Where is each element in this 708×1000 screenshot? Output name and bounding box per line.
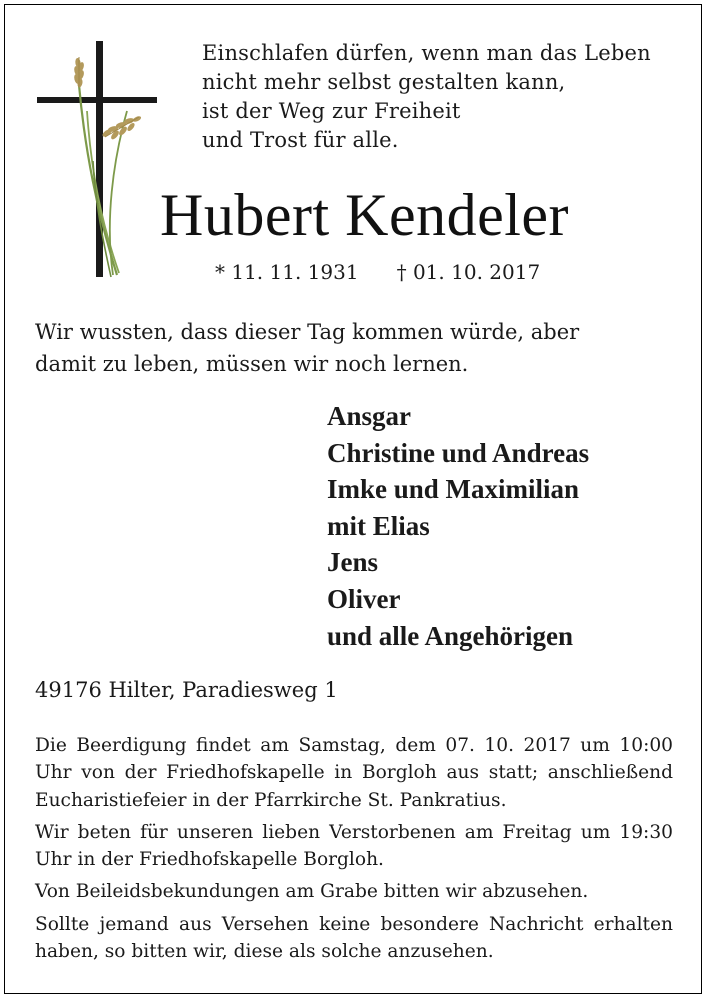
cross-with-wheat-icon bbox=[35, 41, 159, 281]
mourner: Christine und Andreas bbox=[327, 437, 590, 468]
death-date: † 01. 10. 2017 bbox=[396, 260, 541, 284]
mourner: Imke und Maximilian bbox=[327, 474, 580, 505]
motto-line: Wir wussten, dass dieser Tag kommen würde, aber bbox=[35, 320, 580, 344]
poem bbox=[202, 39, 651, 155]
prayer-details: Wir beten für unseren lieben Verstorbenen am Freitag um 19:30 Uhr in der Friedhofskapelle Borgloh. bbox=[35, 821, 673, 871]
motto-line: damit zu leben, müssen wir noch lernen. bbox=[35, 352, 469, 376]
poem-line: nicht mehr selbst gestalten kann, bbox=[202, 70, 566, 94]
life-dates bbox=[215, 259, 540, 285]
family-address: 49176 Hilter, Paradiesweg 1 bbox=[35, 678, 338, 702]
poem-line: Einschlafen dürfen, wenn man das Leben bbox=[202, 41, 651, 65]
poem-line: ist der Weg zur Freiheit bbox=[202, 99, 461, 123]
birth-date: * 11. 11. 1931 bbox=[215, 260, 359, 284]
mourner: und alle Angehörigen bbox=[327, 620, 574, 651]
deceased-name: Hubert Kendeler bbox=[160, 182, 569, 248]
motto bbox=[35, 316, 579, 380]
mourners-list bbox=[327, 398, 589, 654]
obituary-notice bbox=[4, 4, 702, 994]
notification-note: Sollte jemand aus Versehen keine besondere Nachricht erhalten haben, so bitten wir, diese als solche anzusehen. bbox=[35, 913, 673, 963]
mourner: mit Elias bbox=[327, 510, 430, 541]
condolence-note: Von Beileidsbekundungen am Grabe bitten wir abzusehen. bbox=[35, 881, 589, 903]
mourner: Jens bbox=[327, 547, 379, 578]
funeral-details: Die Beerdigung findet am Samstag, dem 07. 10. 2017 um 10:00 Uhr von der Friedhofskapelle in Borgloh aus statt; anschließend Eucharistiefeier in der Pfarrkirche St. Pankratius. bbox=[35, 735, 673, 811]
mourner: Ansgar bbox=[327, 401, 412, 431]
mourner: Oliver bbox=[327, 583, 401, 614]
funeral-info bbox=[35, 732, 673, 970]
poem-line: und Trost für alle. bbox=[202, 128, 399, 152]
